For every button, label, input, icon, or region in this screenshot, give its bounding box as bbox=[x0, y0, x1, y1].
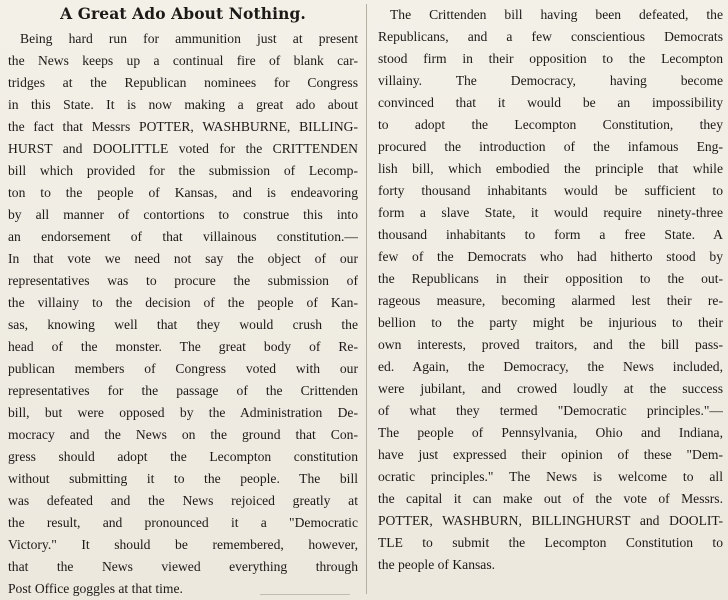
article-line: the people of Kansas. bbox=[378, 557, 496, 572]
article-line: tridges at the Republican nominees for Congress bbox=[8, 75, 358, 90]
article-line: convinced that it would be an impossibility bbox=[378, 95, 723, 110]
article-line: The people of Pennsylvania, Ohio and Indiana, bbox=[378, 425, 723, 440]
article-line: Being hard run for ammunition just at present bbox=[20, 31, 358, 46]
left-column bbox=[8, 4, 358, 600]
article-line: rageous measure, becoming alarmed lest their re- bbox=[378, 293, 723, 308]
column-divider bbox=[366, 4, 367, 594]
article-line: TLE to submit the Lecompton Constitution to bbox=[378, 535, 723, 550]
article-line: by all manner of contortions to construe this into bbox=[8, 207, 358, 222]
article-line: form a slave State, it would require ninety-three bbox=[378, 205, 723, 220]
article-line: ed. Again, the Democracy, the News included, bbox=[378, 359, 723, 374]
article-line: were jubilant, and crowed loudly at the success bbox=[378, 381, 723, 396]
article-line: the villainy to the decision of the people of Kan- bbox=[8, 295, 358, 310]
article-line: Post Office goggles at that time. bbox=[8, 581, 183, 596]
article-line: bill which provided for the submission of Lecomp- bbox=[8, 163, 358, 178]
article-line: representatives for the passage of the Crittenden bbox=[8, 383, 358, 398]
article-line: villainy. The Democracy, having become bbox=[378, 73, 723, 88]
article-line: Victory." It should be remembered, however, bbox=[8, 537, 358, 552]
article-line: have just expressed their opinion of these "Dem- bbox=[378, 447, 723, 462]
article-line: ocratic principles." The News is welcome to all bbox=[378, 469, 723, 484]
article-line: publican members of Congress voted with our bbox=[8, 361, 358, 376]
article-line: mocracy and the News on the ground that Con- bbox=[8, 427, 358, 442]
article-line: the Republicans in their opposition to the out- bbox=[378, 271, 723, 286]
article-line: Republicans, and a few conscientious Democrats bbox=[378, 29, 723, 44]
article-line: thousand inhabitants to form a free State. A bbox=[378, 227, 723, 242]
article-line: ton to the people of Kansas, and is endeavoring bbox=[8, 185, 358, 200]
article-title: A Great Ado About Nothing. bbox=[60, 4, 306, 23]
article-line: procured the introduction of the infamous Eng- bbox=[378, 139, 723, 154]
article-line: of what they termed "Democratic principles."— bbox=[378, 403, 723, 418]
article-line: few of the Democrats who had hitherto stood by bbox=[378, 249, 723, 264]
article-line: the capital it can make out of the vote of Messrs. bbox=[378, 491, 723, 506]
article-line: lish bill, which embodied the principle that while bbox=[378, 161, 723, 176]
article-line: in this State. It is now making a great ado about bbox=[8, 97, 358, 112]
article-line: In that vote we need not say the object of our bbox=[8, 251, 358, 266]
article-line: to adopt the Lecompton Constitution, they bbox=[378, 117, 723, 132]
article-line: stood firm in their opposition to the Lecompton bbox=[378, 51, 723, 66]
article-line: own interests, proved traitors, and the bill pass- bbox=[378, 337, 723, 352]
right-column bbox=[378, 4, 723, 576]
article-line: the result, and pronounced it a "Democratic bbox=[8, 515, 358, 530]
article-line: HURST and DOOLITTLE voted for the CRITTENDEN bbox=[8, 141, 358, 156]
article-line: sas, knowing well that they would crush the bbox=[8, 317, 358, 332]
article-line: representatives was to procure the submission of bbox=[8, 273, 358, 288]
article-line: the fact that Messrs POTTER, WASHBURNE, BILLING- bbox=[8, 119, 358, 134]
article-line: POTTER, WASHBURN, BILLINGHURST and DOOLIT- bbox=[378, 513, 723, 528]
article-line: without submitting it to the people. The bill bbox=[8, 471, 358, 486]
column-end-rule bbox=[260, 594, 350, 595]
article-line: forty thousand inhabitants would be sufficient to bbox=[378, 183, 723, 198]
article-line: head of the monster. The great body of Re- bbox=[8, 339, 358, 354]
article-line: bellion to the party might be injurious to their bbox=[378, 315, 723, 330]
article-line: The Crittenden bill having been defeated, the bbox=[390, 7, 723, 22]
article-line: bill, but were opposed by the Administration De- bbox=[8, 405, 358, 420]
article-line: the News keeps up a continual fire of blank car- bbox=[8, 53, 358, 68]
article-line: an endorsement of that villainous constitution.— bbox=[8, 229, 358, 244]
article-line: gress should adopt the Lecompton constitution bbox=[8, 449, 358, 464]
article-line: that the News viewed everything through bbox=[8, 559, 358, 574]
article-line: was defeated and the News rejoiced greatly at bbox=[8, 493, 358, 508]
